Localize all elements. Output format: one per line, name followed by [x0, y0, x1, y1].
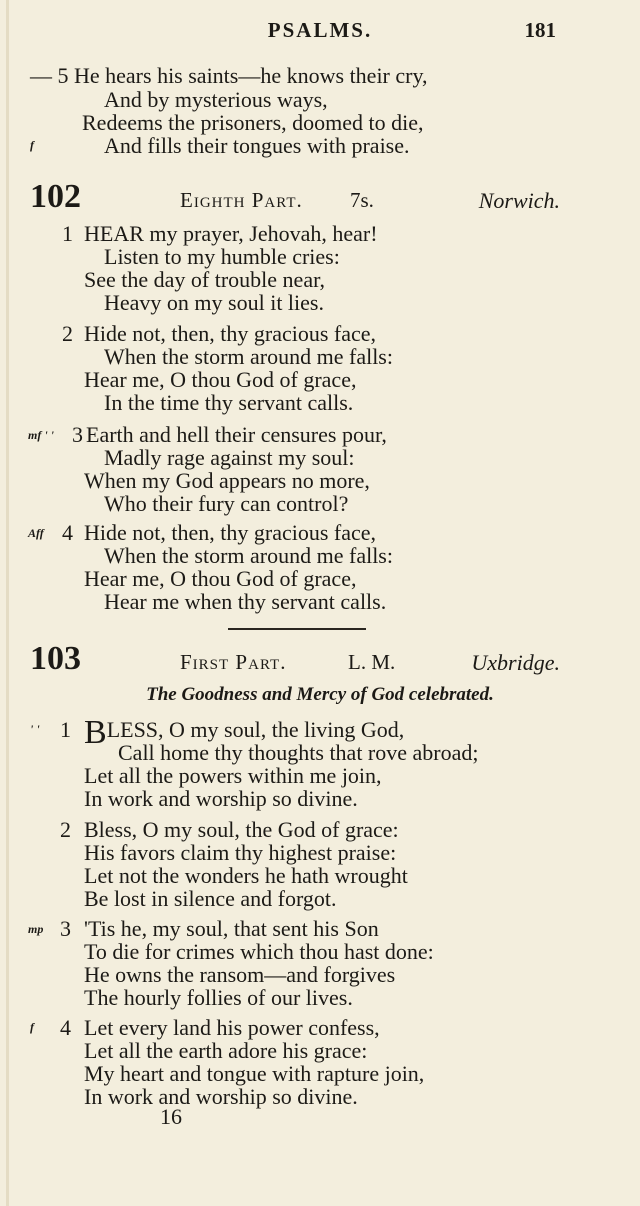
verse-line: Let all the powers within me join, — [84, 763, 382, 788]
verse-line: Listen to my humble cries: — [104, 244, 340, 269]
verse-line: Earth and hell their censures pour, — [86, 422, 387, 447]
stanza-number: 2 — [62, 321, 73, 346]
hymn-meter: 7s. — [350, 188, 374, 212]
drop-cap: B — [84, 714, 107, 751]
page-edge — [6, 0, 9, 1206]
dynamic-mark: f — [30, 138, 34, 152]
verse-line: In the time thy servant calls. — [104, 390, 354, 415]
page-number: 181 — [524, 18, 556, 42]
section-divider — [228, 628, 366, 630]
verse-line: 'Tis he, my soul, that sent his Son — [84, 916, 379, 941]
stanza-number: 1 — [60, 717, 71, 742]
verse-line: Hide not, then, thy gracious face, — [84, 520, 377, 545]
hymn-number: 102 — [30, 178, 81, 215]
hymn-tune: Uxbridge. — [471, 650, 560, 675]
verse-line: My heart and tongue with rapture join, — [84, 1061, 425, 1086]
hymn-part: Eighth Part. — [180, 188, 303, 212]
verse-line: Hear me, O thou God of grace, — [84, 367, 357, 392]
verse-line: Call home thy thoughts that rove abroad; — [118, 740, 479, 765]
verse-line: When the storm around me falls: — [104, 543, 393, 568]
verse-line: When the storm around me falls: — [104, 344, 393, 369]
verse-line: Let all the earth adore his grace: — [84, 1038, 368, 1063]
dynamic-mark: ' ' — [30, 722, 40, 736]
verse-line: Hear me when thy servant calls. — [104, 589, 387, 614]
dynamic-mark: mp — [28, 922, 44, 936]
verse-line: Heavy on my soul it lies. — [104, 290, 324, 315]
hymn-102-header — [30, 178, 560, 218]
stanza-number: 3 — [72, 422, 83, 447]
verse-line: — 5 He hears his saints—he knows their cry, — [30, 63, 428, 88]
signature-mark: 16 — [160, 1104, 182, 1129]
verse-line: Bless, O my soul, the God of grace: — [84, 817, 399, 842]
verse-line: His favors claim thy highest praise: — [84, 840, 397, 865]
verse-line: Redeems the prisoners, doomed to die, — [82, 110, 424, 135]
hymn-part: First Part. — [180, 650, 287, 674]
hymn-subtitle: The Goodness and Mercy of God celebrated. — [146, 684, 494, 705]
hymn-tune: Norwich. — [478, 188, 560, 213]
verse-line: Who their fury can control? — [104, 491, 349, 516]
verse-line: In work and worship so divine. — [84, 786, 358, 811]
verse-line: Be lost in silence and forgot. — [84, 886, 337, 911]
stanza-number: 4 — [62, 520, 73, 545]
dynamic-mark: f — [30, 1020, 34, 1034]
verse-line: Hear me, O thou God of grace, — [84, 566, 357, 591]
verse-line: And by mysterious ways, — [104, 87, 328, 112]
verse-line: Hide not, then, thy gracious face, — [84, 321, 377, 346]
verse-line: Let not the wonders he hath wrought — [84, 863, 408, 888]
hymn-number: 103 — [30, 640, 81, 677]
dynamic-mark: mf ' ' — [28, 428, 54, 442]
stanza-number: 4 — [60, 1015, 71, 1040]
verse-line: Let every land his power confess, — [84, 1015, 380, 1040]
stanza-number: 1 — [62, 221, 73, 246]
hymn-meter: L. M. — [348, 650, 396, 674]
verse-line: When my God appears no more, — [84, 468, 370, 493]
hymn-103-header — [30, 640, 560, 680]
page-title: PSALMS. — [267, 18, 373, 42]
verse-line: In work and worship so divine. — [84, 1084, 358, 1109]
verse-line: See the day of trouble near, — [84, 267, 326, 292]
verse-text: LESS, O my soul, the living God, — [106, 717, 405, 742]
running-head — [0, 18, 640, 48]
verse-line: The hourly follies of our lives. — [84, 985, 353, 1010]
dynamic-mark: Aff — [28, 526, 44, 540]
stanza-number: 3 — [60, 916, 71, 941]
verse-line: HEAR my prayer, Jehovah, hear! — [84, 221, 378, 246]
verse-line: He owns the ransom—and forgives — [84, 962, 396, 987]
stanza-number: 2 — [60, 817, 71, 842]
verse-line: To die for crimes which thou hast done: — [84, 939, 434, 964]
verse-line: And fills their tongues with praise. — [104, 133, 410, 158]
verse-line: Madly rage against my soul: — [104, 445, 355, 470]
